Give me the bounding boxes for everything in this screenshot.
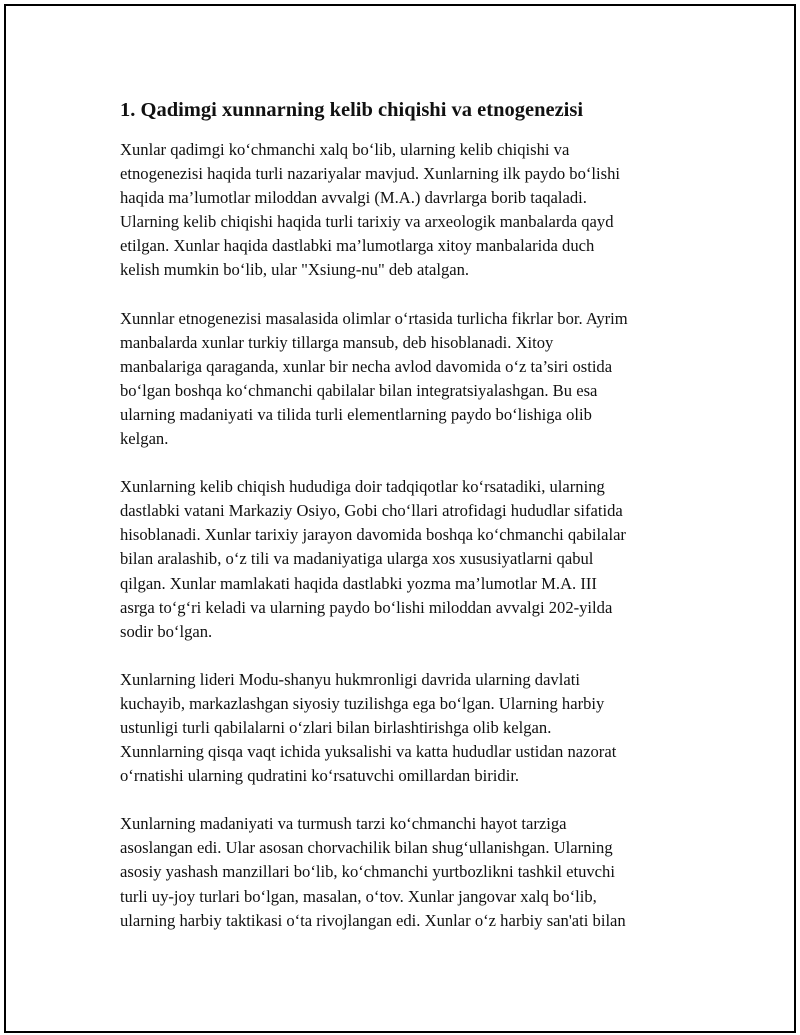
text-line: haqida ma’lumotlar miloddan avvalgi (M.A.) davrlarga borib taqaladi. bbox=[120, 188, 587, 208]
text-line: turli uy-joy turlari bo‘lgan, masalan, o‘tov. Xunlar jangovar xalq bo‘lib, bbox=[120, 886, 597, 906]
text-line: dastlabki vatani Markaziy Osiyo, Gobi cho‘llari atrofidagi hududlar sifatida bbox=[120, 501, 623, 521]
text-line: kelish mumkin bo‘lib, ular "Xsiung-nu" deb atalgan. bbox=[120, 260, 470, 280]
text-line: kelgan. bbox=[120, 429, 169, 449]
text-line: Xunlarning madaniyati va turmush tarzi ko‘chmanchi hayot tarziga bbox=[120, 814, 567, 834]
document-body bbox=[120, 96, 690, 957]
text-line: manbalariga qaraganda, xunlar bir necha avlod davomida o‘z ta’siri ostida bbox=[120, 356, 613, 376]
text-line: asoslangan edi. Ular asosan chorvachilik bilan shug‘ullanishgan. Ularning bbox=[120, 838, 613, 858]
text-line: kuchayib, markazlashgan siyosiy tuzilishga ega bo‘lgan. Ularning harbiy bbox=[120, 693, 605, 713]
text-line: bo‘lgan boshqa ko‘chmanchi qabilalar bilan integratsiyalashgan. Bu esa bbox=[120, 380, 598, 400]
paragraph-2 bbox=[120, 307, 690, 452]
text-line: asrga to‘g‘ri keladi va ularning paydo bo‘lishi miloddan avvalgi 202-yilda bbox=[120, 597, 613, 617]
text-line: ularning madaniyati va tilida turli elementlarning paydo bo‘lishiga olib bbox=[120, 404, 592, 424]
text-line: manbalarda xunlar turkiy tillarga mansub, deb hisoblanadi. Xitoy bbox=[120, 332, 554, 352]
text-line: Xunlarning kelib chiqish hududiga doir tadqiqotlar ko‘rsatadiki, ularning bbox=[120, 477, 605, 497]
paragraph-3 bbox=[120, 475, 690, 644]
paragraph-5 bbox=[120, 812, 690, 932]
text-line: o‘rnatishi ularning qudratini ko‘rsatuvchi omillardan biridir. bbox=[120, 766, 520, 786]
text-line: ustunligi turli qabilalarni o‘zlari bilan birlashtirishga olib kelgan. bbox=[120, 717, 552, 737]
text-line: Xunlarning lideri Modu-shanyu hukmronligi davrida ularning davlati bbox=[120, 669, 580, 689]
text-line: qilgan. Xunlar mamlakati haqida dastlabki yozma ma’lumotlar M.A. III bbox=[120, 573, 597, 593]
paragraph-1 bbox=[120, 138, 690, 283]
text-line: ularning harbiy taktikasi o‘ta rivojlangan edi. Xunlar o‘z harbiy san'ati bilan bbox=[120, 910, 626, 930]
text-line: Xunnlarning qisqa vaqt ichida yuksalishi va katta hududlar ustidan nazorat bbox=[120, 742, 617, 762]
text-line: etilgan. Xunlar haqida dastlabki ma’lumotlarga xitoy manbalarida duch bbox=[120, 236, 595, 256]
paragraph-4 bbox=[120, 668, 690, 788]
text-line: Xunlar qadimgi ko‘chmanchi xalq bo‘lib, ularning kelib chiqishi va bbox=[120, 140, 570, 159]
page-title: 1. Qadimgi xunnarning kelib chiqishi va etnogenezisi bbox=[120, 99, 584, 121]
text-line: Xunnlar etnogenezisi masalasida olimlar o‘rtasida turlicha fikrlar bor. Ayrim bbox=[120, 308, 628, 328]
text-line: bilan aralashib, o‘z tili va madaniyatiga ularga xos xususiyatlarni qabul bbox=[120, 549, 594, 569]
text-line: etnogenezisi haqida turli nazariyalar mavjud. Xunlarning ilk paydo bo‘lishi bbox=[120, 164, 620, 184]
page-frame bbox=[4, 4, 796, 1033]
text-line: asosiy yashash manzillari bo‘lib, ko‘chmanchi yurtbozlikni tashkil etuvchi bbox=[120, 862, 615, 882]
text-line: Ularning kelib chiqishi haqida turli tarixiy va arxeologik manbalarda qayd bbox=[120, 212, 614, 232]
text-line: hisoblanadi. Xunlar tarixiy jarayon davomida boshqa ko‘chmanchi qabilalar bbox=[120, 525, 626, 545]
text-line: sodir bo‘lgan. bbox=[120, 621, 213, 641]
